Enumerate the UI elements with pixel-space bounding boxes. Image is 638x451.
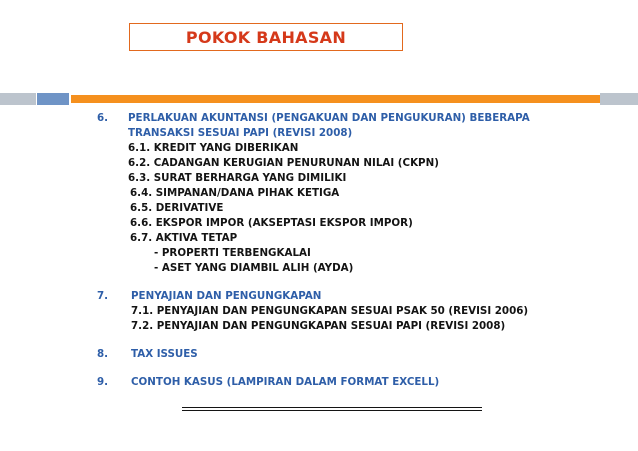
list-item: 7.2. PENYAJIAN DAN PENGUNGKAPAN SESUAI PAPI (REVISI 2008) xyxy=(131,320,506,332)
list-item: 6.2. CADANGAN KERUGIAN PENURUNAN NILAI (CKPN) xyxy=(128,157,439,169)
section-heading: TRANSAKSI SESUAI PAPI (REVISI 2008) xyxy=(128,127,353,139)
section-heading: PERLAKUAN AKUNTANSI (PENGAKUAN DAN PENGUKURAN) BEBERAPA xyxy=(128,112,530,124)
list-item: 6.5. DERIVATIVE xyxy=(130,202,224,214)
list-item: 6.4. SIMPANAN/DANA PIHAK KETIGA xyxy=(130,187,340,199)
section-heading: TAX ISSUES xyxy=(131,348,198,360)
section-number: 9. xyxy=(97,376,109,388)
section-number: 8. xyxy=(97,348,109,360)
sub-list-item: - PROPERTI TERBENGKALAI xyxy=(154,247,311,259)
section-heading: CONTOH KASUS (LAMPIRAN DALAM FORMAT EXCELL) xyxy=(131,376,440,388)
section-number: 7. xyxy=(97,290,109,302)
sub-list-item: - ASET YANG DIAMBIL ALIH (AYDA) xyxy=(154,262,354,274)
page-title: POKOK BAHASAN xyxy=(129,23,403,51)
list-item: 6.3. SURAT BERHARGA YANG DIMILIKI xyxy=(128,172,347,184)
section-number: 6. xyxy=(97,112,109,124)
section-heading: PENYAJIAN DAN PENGUNGKAPAN xyxy=(131,290,322,302)
double-line-separator xyxy=(182,407,482,411)
list-item: 7.1. PENYAJIAN DAN PENGUNGKAPAN SESUAI PSAK 50 (REVISI 2006) xyxy=(131,305,529,317)
list-item: 6.7. AKTIVA TETAP xyxy=(130,232,238,244)
list-item: 6.6. EKSPOR IMPOR (AKSEPTASI EKSPOR IMPOR) xyxy=(130,217,413,229)
list-item: 6.1. KREDIT YANG DIBERIKAN xyxy=(128,142,299,154)
